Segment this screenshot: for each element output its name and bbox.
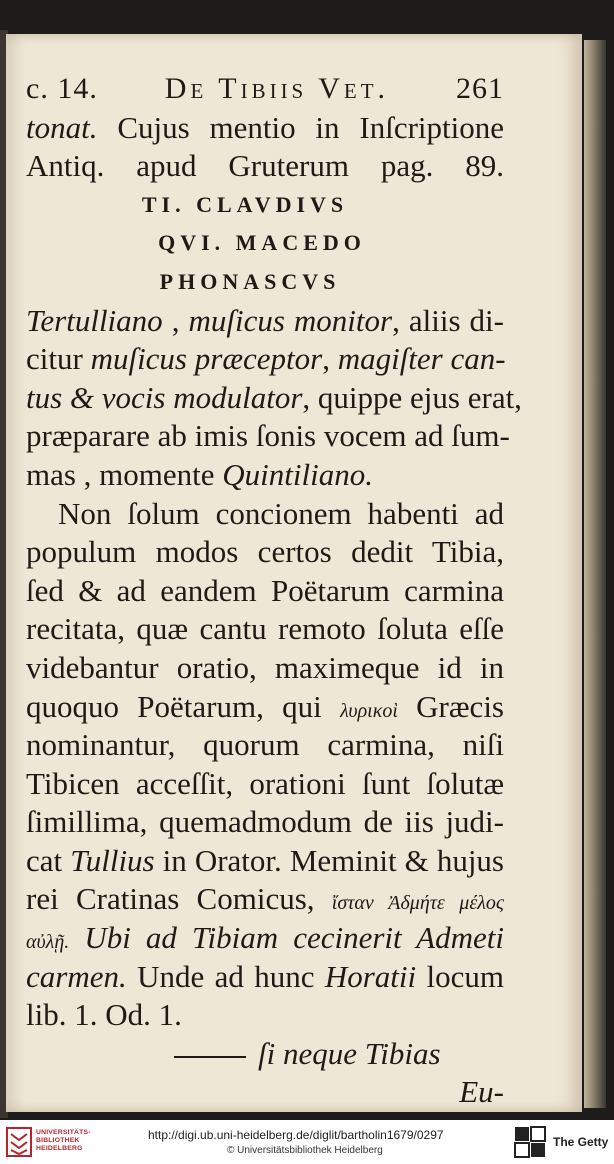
catchword: Eu- [459,1074,504,1110]
inscription-line: TI. CLAVDIVS [141,191,349,217]
running-title: De Tibiis Vet. [164,72,390,105]
page-edge [584,40,606,1108]
chapter-number: c. 14. [26,72,98,105]
permalink-url[interactable]: http://digi.ub.uni-heidelberg.de/diglit/bartholin1679/0297 [148,1128,444,1142]
library-name: UNIVERSITÄTS- BIBLIOTHEK HEIDELBERG [36,1129,91,1152]
text-line: rei Cratinas Comicus, ἴσταν Ἀδμήτε μέλος [26,881,504,917]
text-line: Non ſolum concionem habenti ad [58,495,504,531]
text-line: Antiq. apud Gruterum pag. 89. [26,148,504,184]
text-line: quoquo Poëtarum, qui λυρικοὶ Græcis [26,688,504,724]
text-line: Tertulliano , muſicus monitor, aliis di- [26,302,504,338]
getty-logo-icon [514,1126,546,1158]
text-line: tonat. Cujus mentio in Inſcriptione [26,109,504,145]
university-library-logo-icon [6,1126,32,1158]
text-line: αὐλῇ. Ubi ad Tibiam cecinerit Admeti [26,920,504,956]
verse-quote: ſi neque Tibias [26,1035,504,1074]
text-line: lib. 1. Od. 1. [26,997,182,1033]
page-text [26,70,522,1112]
getty-label: The Getty [553,1135,609,1149]
inscription-line: QVI. MACEDO [158,230,366,256]
text-line: mas , momente Quintiliano. [26,456,373,492]
viewer-footer [0,1120,614,1164]
text-line: carmen. Unde ad hunc Horatii locum [26,958,504,994]
running-header [26,70,504,109]
text-line: videbantur oratio, maximeque id in [26,649,504,685]
text-line: citur muſicus præceptor, magiſter can- [26,341,506,377]
copyright-notice: © Universitätsbibliothek Heidelberg [227,1145,383,1156]
greek-text: ἴσταν Ἀδμήτε μέλος [331,892,504,915]
greek-text: λυρικοὶ [340,699,398,722]
text-line: cat Tullius in Orator. Meminit & hujus [26,842,504,878]
dash-rule [174,1056,246,1058]
text-line: præparare ab imis ſonis vocem ad ſum- [26,418,510,454]
text-line: recitata, quæ cantu remoto ſoluta eſſe [26,611,504,647]
text-line: ſed & ad eandem Poëtarum carmina [26,572,504,608]
greek-text: αὐλῇ. [26,931,70,954]
text-line: nominantur, quorum carmina, niſi [26,727,504,763]
text-line: ſimillima, quemadmodum de iis judi- [26,804,504,840]
text-line: Tibicen acceſſit, orationi ſunt ſolutæ [26,765,504,801]
text-line: populum modos certos dedit Tibia, [26,534,504,570]
page-number: 261 [456,72,504,105]
inscription-line: PHONASCVS [159,268,341,294]
text-line: tus & vocis modulator, quippe ejus erat, [26,379,522,415]
